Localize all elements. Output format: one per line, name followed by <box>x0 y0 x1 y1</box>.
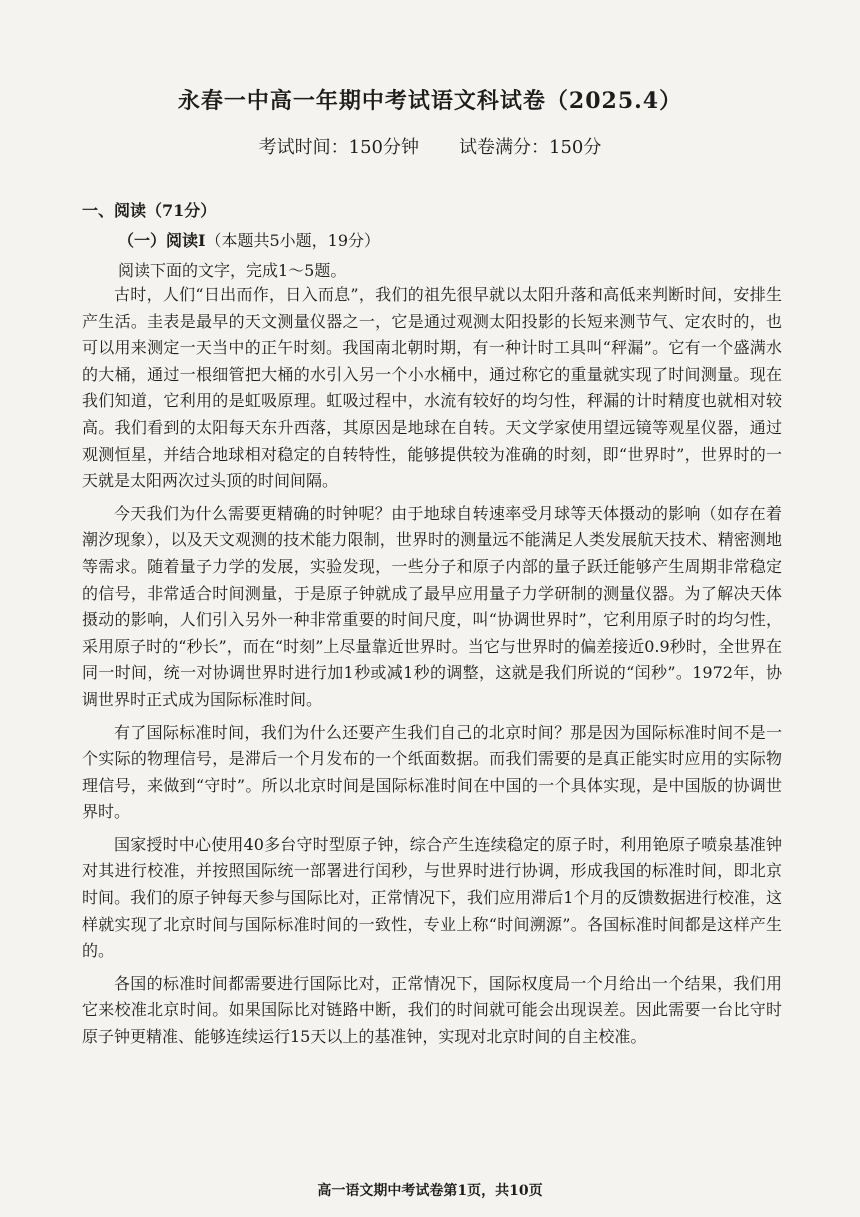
exam-info <box>0 133 860 159</box>
subsection-note: （本题共5小题，19分） <box>205 231 381 250</box>
passage-paragraph: 古时，人们“日出而作，日入而息”，我们的祖先很早就以太阳升落和高低来判断时间，安排生产生活。圭表是最早的天文测量仪器之一，它是通过观测太阳投影的长短来测节气、定农时的，也可以用来测定一天当中的正午时刻。我国南北朝时期，有一种计时工具叫“秤漏”。它有一个盛满水的大桶，通过一根细管把大桶的水引入另一个小水桶中，通过称它的重量就实现了时间测量。现在我们知道，它利用的是虹吸原理。虹吸过程中，水流有较好的均匀性，秤漏的计时精度也就相对较高。我们看到的太阳每天东升西落，其原因是地球在自转。天文学家使用望远镜等观星仪器，通过观测恒星，并结合地球相对稳定的自转特性，能够提供较为准确的时刻，即“世界时”，世界时的一天就是太阳两次过头顶的时间间隔。 <box>82 285 782 491</box>
section-heading: 一、阅读（71分） <box>82 201 217 220</box>
subsection-heading <box>118 228 380 251</box>
passage-paragraph: 有了国际标准时间，我们为什么还要产生我们自己的北京时间？那是因为国际标准时间不是一个实际的物理信号，是滞后一个月发布的一个纸面数据。而我们需要的是真正能实时应用的实际物理信号，来做到“守时”。所以北京时间是国际标准时间在中国的一个具体实现，是中国版的协调世界时。 <box>82 722 782 822</box>
exam-score: 试卷满分：150分 <box>459 137 602 158</box>
page-footer: 高一语文期中考试卷第1页，共10页 <box>317 1183 543 1199</box>
subsection-label: （一）阅读Ⅰ <box>118 231 206 250</box>
reading-instruction: 阅读下面的文字，完成1～5题。 <box>118 261 347 280</box>
exam-title: 永春一中高一年期中考试语文科试卷（2025.4） <box>177 88 683 114</box>
reading-passage <box>82 282 782 1057</box>
exam-time: 考试时间：150分钟 <box>258 137 419 158</box>
passage-paragraph: 今天我们为什么需要更精确的时钟呢？由于地球自转速率受月球等天体摄动的影响（如存在着潮汐现象），以及天文观测的技术能力限制，世界时的测量远不能满足人类发展航天技术、精密测地等需求。随着量子力学的发展，实验发现，一些分子和原子内部的量子跃迁能够产生周期非常稳定的信号，非常适合时间测量，于是原子钟就成了最早应用量子力学研制的测量仪器。为了解决天体摄动的影响，人们引入另外一种非常重要的时间尺度，叫“协调世界时”，它利用原子时的均匀性，采用原子时的“秒长”，而在“时刻”上尽量靠近世界时。当它与世界时的偏差接近0.9秒时，全世界在同一时间，统一对协调世界时进行加1秒或减1秒的调整，这就是我们所说的“闰秒”。1972年，协调世界时正式成为国际标准时间。 <box>82 503 782 709</box>
passage-paragraph: 国家授时中心使用40多台守时型原子钟，综合产生连续稳定的原子时，利用铯原子喷泉基准钟对其进行校准，并按照国际统一部署进行闰秒，与世界时进行协调，形成我国的标准时间，即北京时间。我们的原子钟每天参与国际比对，正常情况下，我们应用滞后1个月的反馈数据进行校准，这样就实现了北京时间与国际标准时间的一致性，专业上称“时间溯源”。各国标准时间都是这样产生的。 <box>82 834 782 961</box>
passage-paragraph: 各国的标准时间都需要进行国际比对，正常情况下，国际权度局一个月给出一个结果，我们用它来校准北京时间。如果国际比对链路中断，我们的时间就可能会出现误差。因此需要一台比守时原子钟更精准、能够连续运行15天以上的基准钟，实现对北京时间的自主校准。 <box>82 973 782 1047</box>
